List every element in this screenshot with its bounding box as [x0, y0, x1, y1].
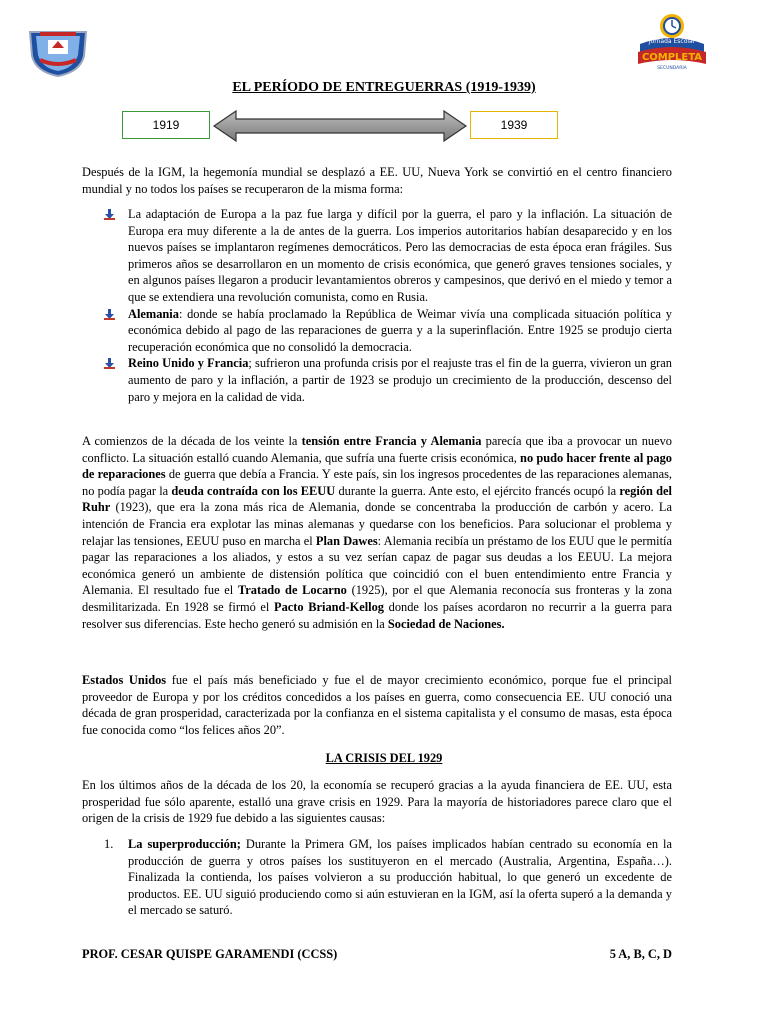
cause-item [104, 836, 672, 919]
text-run: fue el país más beneficiado y fue el de mayor crecimiento económico, porque fue el principal proveedor de Europa y por los créditos concedidos a los países en guerra, como consecuencia EE. UU conoció una década de gran prosperidad, caracterizada por la confianza en el sistema capitalista y el consumo de masas, esta época fue conocida como “los felices años 20”. [82, 673, 672, 737]
logo-text-line2: COMPLETA [641, 52, 703, 63]
bold-run: deuda contraída con los EEUU [171, 483, 336, 498]
bullet-list [104, 206, 672, 405]
arrow-bullet-icon [104, 309, 115, 320]
bold-run: tensión entre Francia y Alemania [301, 434, 482, 448]
bold-run: Estados Unidos [82, 673, 167, 687]
logo-text-line3: SECUNDARIA [657, 66, 687, 70]
text-run: : Alemania recibía un préstamo de los EUU que le permitía pagar las reparaciones a los aliados, y estos a su vez serían capaz de pagar sus deudas a los EEUU. La mejora económica generó un ambiente de distensión política que coincidió con el buen entendimiento entre Francia y Alemania. El resultado fue el [82, 533, 673, 598]
timeline-start-year: 1919 [152, 118, 180, 132]
bold-run: Sociedad de Naciones. [387, 616, 505, 631]
bold-run: no pudo hacer frente al pago de reparaciones [82, 450, 672, 482]
bold-run: Pacto Briand-Kellog [274, 599, 384, 614]
bullet-item [104, 206, 672, 306]
cause-title: La superproducción; [128, 837, 241, 851]
text-run: (1923), que era la zona más rica de Alemania, donde se concentraba la producción de carbón y acero. La intención de Francia era explotar las minas alemanas y quedarse con los beneficios. Para solucionar el problema y relajar las tensiones, EEUU puso en marcha el [82, 500, 672, 548]
text-run: (1925), por el que Alemania reconocía sus fronteras y la zona desmilitarizada. En 1928 se firmó el [82, 583, 672, 614]
bullet-bold: Reino Unido y Francia [128, 356, 249, 371]
footer [82, 947, 672, 962]
timeline-end-year: 1939 [500, 118, 528, 132]
section-title: LA CRISIS DEL 1929 [325, 751, 443, 765]
intro-paragraph: Después de la IGM, la hegemonía mundial se desplazó a EE. UU, Nueva York se convirtió en el centro financiero mundial y no todos los países se recuperaron de la misma forma: [82, 165, 672, 196]
cause-number: 1. [104, 837, 114, 851]
bullet-bold: Alemania [128, 306, 179, 321]
bullet-text: : donde se había proclamado la República de Weimar vivía una complicada situación política y económica debido al pago de las reparaciones de guerra y a la superinflación. Entre 1925 se produjo cierta recuperación económica que no consolidó la democracia. [128, 306, 672, 354]
bold-run: Tratado de Locarno [237, 583, 347, 598]
double-arrow-icon [212, 109, 468, 143]
arrow-bullet-icon [104, 209, 115, 220]
text-run: durante la guerra. Ante esto, el ejército francés ocupó la [335, 483, 620, 498]
bullet-text: ; sufrieron una profunda crisis por el reajuste tras el fin de la guerra, vivieron un gran aumento de paro y la inflación, a partir de 1923 se produjo un crecimiento de la producción, descenso del paro y mejora en la calidad de vida. [128, 356, 672, 404]
text-run: parecía que iba a provocar un nuevo conflicto. La situación estalló cuando Alemania, que sufría una fuerte crisis económica, [82, 434, 672, 465]
school-shield-logo-icon [26, 26, 90, 78]
arrow-bullet-icon [104, 358, 115, 369]
timeline-end-box [470, 111, 558, 139]
logo-text-line1: Jornada Escolar [648, 38, 696, 45]
footer-author: PROF. CESAR QUISPE GARAMENDI (CCSS) [82, 947, 338, 961]
text-run: A comienzos de la década de los veinte la [82, 434, 302, 448]
paragraph-tension [82, 433, 672, 632]
bullet-text: La adaptación de Europa a la paz fue larga y difícil por la guerra, el paro y la inflación. La situación de Europa era muy diferente a la de antes de la guerra. Los imperios autoritarios habían desaparecido y en los nuevos países se implantaron regímenes democráticos. Pero las democracias de esta época eran frágiles. Sus primeros años se desarrollaron en un momento de crisis económica, que generó graves tensiones sociales, y en algunos países llegaron a producir levantamientos obreros y campesinos, que derivó en el miedo y temor a que se extendiera una revolución comunista, como en Rusia. [128, 207, 672, 304]
footer-grades: 5 A, B, C, D [609, 947, 672, 961]
paragraph-crisis-intro: En los últimos años de la década de los 20, la economía se recuperó gracias a la ayuda financiera de EE. UU, esta prosperidad fue sólo aparente, estalló una grave crisis en 1929. Para la mayoría de historiadores parece claro que el origen de la crisis de 1929 fue debido a las siguientes causas: [82, 778, 672, 826]
bullet-item [104, 306, 672, 356]
text-run: de guerra que debía a Francia. Y este país, sin los ingresos procedentes de las reparaciones alemanas, no podía pagar la [82, 467, 672, 498]
jornada-escolar-completa-logo-icon [632, 10, 712, 70]
paragraph-usa [82, 672, 672, 738]
cause-text: Durante la Primera GM, los países implicados habían centrado su economía en la producción de guerra y otros países los sustituyeron en el mercado (Australia, Argentina, España…). Finalizada la contienda, los países volvieron a su producción habitual, lo que generó un excedente de productos. EE. UU siguió produciendo como si aún estuvieran en la IGM, así la oferta superó a la demanda y el mercado se saturó. [128, 837, 672, 918]
text-run: donde los países acordaron no recurrir a la guerra para resolver sus diferencias. Este hecho generó su admisión en la [82, 599, 672, 631]
bullet-item [104, 355, 672, 405]
timeline-start-box [122, 111, 210, 139]
bold-run: región del Ruhr [82, 483, 672, 515]
causes-list [104, 836, 672, 919]
page-title: EL PERÍODO DE ENTREGUERRAS (1919-1939) [232, 80, 536, 95]
bold-run: Plan Dawes [315, 533, 378, 548]
